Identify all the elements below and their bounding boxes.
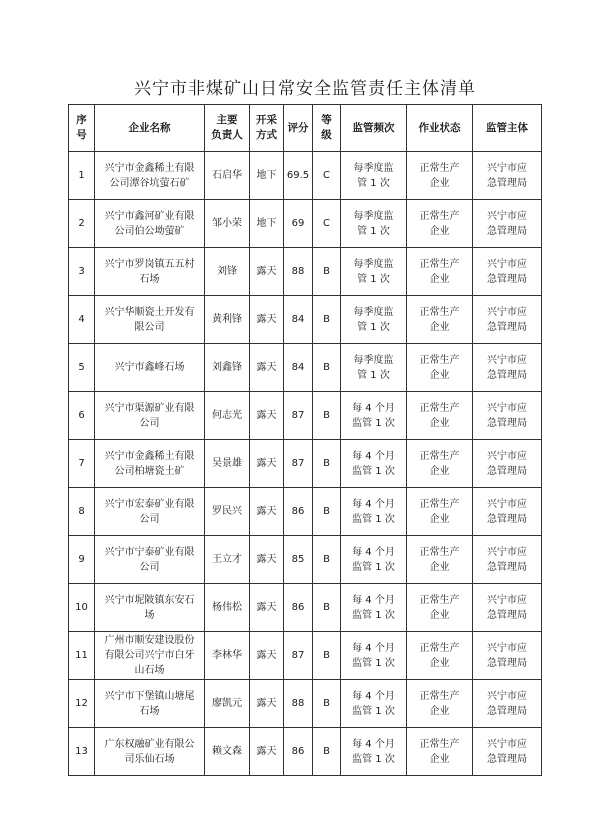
header-label: 等 [321,114,332,126]
table-row [69,728,542,776]
cell-line: 公司柏塘瓷土矿 [114,465,185,477]
cell-line: 每 4 个月 [352,738,395,750]
cell-grade: B [313,440,341,488]
cell-line: 正常生产 [419,594,460,606]
cell-line: 企业 [429,705,450,717]
cell-mining: 露天 [250,584,284,632]
cell-line: 石场 [139,705,160,717]
cell-freq [341,680,407,728]
cell-line: 正常生产 [419,210,460,222]
cell-line: 每季度监 [353,306,394,318]
cell-line: 每季度监 [353,354,394,366]
cell-authority [473,680,542,728]
cell-line: 山石场 [134,665,165,676]
cell-line: 兴宁市应 [487,210,527,222]
cell-no: 8 [69,488,95,536]
cell-line: 每季度监 [353,258,394,270]
cell-line: 监管 1 次 [352,753,395,765]
cell-line: 公司 [139,417,160,429]
cell-line: 限公司 [134,321,165,333]
cell-line: 兴宁市应 [487,354,527,366]
cell-line: 兴宁市应 [487,402,527,414]
cell-grade: B [313,632,341,680]
cell-mining: 露天 [250,728,284,776]
cell-line: 急管理局 [487,417,527,429]
cell-line: 兴宁市罗岗镇五五村 [104,258,195,270]
cell-line: 正常生产 [419,354,460,366]
table-row [69,632,542,680]
cell-grade: C [313,152,341,200]
cell-grade: B [313,488,341,536]
cell-line: 监管 1 次 [352,513,395,525]
cell-freq [341,488,407,536]
cell-authority [473,296,542,344]
cell-line: 兴宁市应 [487,306,527,318]
cell-freq [341,200,407,248]
cell-authority [473,248,542,296]
cell-score: 69 [284,200,313,248]
cell-freq [341,584,407,632]
header-company [95,105,205,152]
cell-line: 企业 [429,177,450,189]
cell-person: 石启华 [205,152,250,200]
header-label: 监管主体 [486,121,528,134]
cell-line: 急管理局 [487,705,527,717]
cell-line: 兴宁市应 [487,546,527,558]
cell-line: 兴宁市应 [487,642,527,654]
cell-person: 吴景雄 [205,440,250,488]
cell-freq [341,728,407,776]
header-authority [473,105,542,152]
cell-score: 69.5 [284,152,313,200]
cell-line: 管 1 次 [357,225,390,237]
cell-company [95,200,205,248]
cell-authority [473,584,542,632]
cell-line: 司乐仙石场 [124,753,175,765]
cell-no: 13 [69,728,95,776]
cell-line: 企业 [429,513,450,525]
cell-score: 86 [284,728,313,776]
header-label: 评分 [287,121,309,134]
cell-mining: 露天 [250,248,284,296]
cell-line: 急管理局 [487,273,527,285]
cell-no: 3 [69,248,95,296]
cell-line: 管 1 次 [357,273,390,285]
cell-line: 兴宁市应 [487,258,527,270]
cell-line: 广州市顺安建设股份 [104,635,195,646]
cell-grade: B [313,728,341,776]
cell-company [95,392,205,440]
cell-person: 杨伟松 [205,584,250,632]
table-row [69,344,542,392]
cell-line: 监管 1 次 [352,417,395,429]
cell-line: 监管 1 次 [352,609,395,621]
cell-line: 企业 [429,657,450,669]
cell-line: 兴宁市应 [487,450,527,462]
cell-line: 每 4 个月 [352,498,395,510]
cell-line: 公司 [139,561,160,573]
cell-line: 兴宁市鑫河矿业有限 [104,210,195,222]
cell-line: 企业 [429,753,450,765]
cell-line: 兴宁市渠源矿业有限 [104,402,195,414]
cell-status [407,248,473,296]
cell-no: 10 [69,584,95,632]
cell-line: 企业 [429,321,450,333]
cell-freq [341,440,407,488]
cell-line: 急管理局 [487,465,527,477]
cell-grade: B [313,296,341,344]
cell-line: 公司潭谷坑萤石矿 [109,177,190,189]
cell-grade: B [313,536,341,584]
cell-authority [473,392,542,440]
cell-line: 兴宁市下堡镇山塘尾 [104,690,195,702]
table-row [69,296,542,344]
cell-no: 5 [69,344,95,392]
cell-line: 企业 [429,273,450,285]
cell-line: 广东权融矿业有限公 [104,738,195,750]
cell-mining: 露天 [250,680,284,728]
cell-freq [341,632,407,680]
cell-line: 正常生产 [419,738,460,750]
cell-score: 87 [284,392,313,440]
header-no [69,105,95,152]
cell-line: 正常生产 [419,162,460,174]
cell-line: 监管 1 次 [352,561,395,573]
cell-status [407,728,473,776]
cell-company [95,248,205,296]
cell-company [95,728,205,776]
cell-status [407,440,473,488]
cell-authority [473,728,542,776]
cell-authority [473,344,542,392]
cell-company [95,488,205,536]
cell-line: 管 1 次 [357,321,390,333]
header-person [205,105,250,152]
cell-company [95,152,205,200]
cell-line: 急管理局 [487,177,527,189]
cell-freq [341,248,407,296]
cell-line: 有限公司兴宁市白牙 [104,650,195,661]
cell-person: 刘锋 [205,248,250,296]
cell-line: 管 1 次 [357,369,390,381]
cell-line: 场 [144,609,155,621]
cell-status [407,584,473,632]
cell-line: 急管理局 [487,657,527,669]
cell-line: 兴宁市应 [487,498,527,510]
cell-line: 兴宁市应 [487,594,527,606]
cell-freq [341,536,407,584]
table-row [69,392,542,440]
cell-status [407,488,473,536]
cell-mining: 地下 [250,152,284,200]
cell-line: 正常生产 [419,402,460,414]
cell-person: 李林华 [205,632,250,680]
cell-score: 88 [284,248,313,296]
cell-grade: B [313,584,341,632]
cell-line: 正常生产 [419,642,460,654]
cell-person: 邹小荣 [205,200,250,248]
header-label: 企业名称 [128,121,171,134]
cell-authority [473,200,542,248]
header-status [407,105,473,152]
cell-no: 6 [69,392,95,440]
cell-line: 兴宁市宏泰矿业有限 [104,498,195,510]
cell-line: 监管 1 次 [352,705,395,717]
cell-mining: 露天 [250,632,284,680]
cell-authority [473,488,542,536]
cell-no: 7 [69,440,95,488]
cell-person: 黄利锋 [205,296,250,344]
cell-no: 11 [69,632,95,680]
header-label: 方式 [256,129,277,141]
header-label: 开采 [256,114,277,126]
cell-mining: 露天 [250,536,284,584]
cell-status [407,200,473,248]
cell-freq [341,296,407,344]
table-row [69,200,542,248]
cell-company [95,536,205,584]
cell-freq [341,344,407,392]
cell-line: 急管理局 [487,609,527,621]
cell-line: 管 1 次 [357,177,390,189]
table-row [69,584,542,632]
cell-line: 监管 1 次 [352,657,395,669]
cell-freq [341,392,407,440]
cell-line: 企业 [429,417,450,429]
cell-company [95,584,205,632]
cell-status [407,392,473,440]
header-label: 级 [321,129,332,141]
header-score [284,105,313,152]
cell-status [407,152,473,200]
cell-mining: 露天 [250,392,284,440]
cell-mining: 露天 [250,296,284,344]
cell-line: 急管理局 [487,513,527,525]
cell-line: 企业 [429,369,450,381]
cell-status [407,296,473,344]
cell-status [407,344,473,392]
cell-mining: 露天 [250,440,284,488]
cell-grade: B [313,680,341,728]
cell-score: 87 [284,632,313,680]
cell-line: 正常生产 [419,306,460,318]
cell-line: 每 4 个月 [352,546,395,558]
cell-line: 兴宁华顺瓷土开发有 [104,306,195,318]
cell-no: 4 [69,296,95,344]
cell-line: 监管 1 次 [352,465,395,477]
table-row [69,680,542,728]
cell-line: 兴宁市鑫峰石场 [114,362,185,373]
cell-line: 兴宁市宁泰矿业有限 [104,546,195,558]
header-label: 监管频次 [352,121,395,134]
cell-line: 企业 [429,465,450,477]
cell-line: 每 4 个月 [352,450,395,462]
cell-line: 急管理局 [487,225,527,237]
cell-person: 王立才 [205,536,250,584]
table-row [69,248,542,296]
cell-company [95,680,205,728]
cell-line: 兴宁市金鑫稀土有限 [104,162,195,174]
cell-score: 87 [284,440,313,488]
cell-line: 急管理局 [487,561,527,573]
table-row [69,440,542,488]
cell-line: 正常生产 [419,498,460,510]
cell-line: 企业 [429,561,450,573]
cell-grade: B [313,392,341,440]
table-header-row [69,105,542,152]
cell-line: 石场 [139,273,160,285]
cell-company [95,344,205,392]
cell-line: 急管理局 [487,753,527,765]
cell-line: 每 4 个月 [352,690,395,702]
cell-person: 罗民兴 [205,488,250,536]
header-label: 负责人 [211,129,243,141]
cell-line: 急管理局 [487,321,527,333]
cell-status [407,680,473,728]
cell-line: 兴宁市应 [487,738,527,750]
cell-score: 84 [284,296,313,344]
cell-grade: C [313,200,341,248]
cell-mining: 地下 [250,200,284,248]
cell-line: 正常生产 [419,258,460,270]
cell-line: 企业 [429,609,450,621]
page-title: 兴宁市非煤矿山日常安全监管责任主体清单 [134,79,476,99]
cell-person: 刘鑫锋 [205,344,250,392]
cell-line: 每 4 个月 [352,642,395,654]
cell-line: 正常生产 [419,450,460,462]
cell-company [95,440,205,488]
cell-mining: 露天 [250,344,284,392]
cell-no: 1 [69,152,95,200]
cell-score: 85 [284,536,313,584]
cell-company [95,296,205,344]
cell-grade: B [313,248,341,296]
cell-authority [473,632,542,680]
cell-line: 每季度监 [353,210,394,222]
cell-line: 兴宁市应 [487,162,527,174]
responsibility-table [68,104,542,776]
cell-no: 2 [69,200,95,248]
cell-line: 正常生产 [419,546,460,558]
cell-no: 9 [69,536,95,584]
cell-status [407,632,473,680]
cell-person: 赖文森 [205,728,250,776]
table-row [69,488,542,536]
cell-score: 88 [284,680,313,728]
header-label: 主要 [216,114,238,126]
cell-line: 兴宁市应 [487,690,527,702]
cell-authority [473,536,542,584]
header-label: 作业状态 [418,121,461,134]
cell-authority [473,440,542,488]
cell-line: 每季度监 [353,162,394,174]
cell-person: 何志光 [205,392,250,440]
cell-line: 公司伯公坳萤矿 [114,225,185,237]
cell-line: 急管理局 [487,369,527,381]
header-grade [313,105,341,152]
cell-authority [473,152,542,200]
header-freq [341,105,407,152]
cell-score: 84 [284,344,313,392]
cell-no: 12 [69,680,95,728]
header-label: 序 [76,114,87,126]
cell-person: 廖凯元 [205,680,250,728]
cell-line: 每 4 个月 [352,594,395,606]
cell-line: 每 4 个月 [352,402,395,414]
cell-line: 公司 [139,513,160,525]
cell-mining: 露天 [250,488,284,536]
header-label: 号 [76,129,87,141]
cell-line: 正常生产 [419,690,460,702]
cell-grade: B [313,344,341,392]
cell-status [407,536,473,584]
cell-score: 86 [284,584,313,632]
table-body [69,152,542,776]
cell-company [95,632,205,680]
cell-line: 企业 [429,225,450,237]
table-row [69,152,542,200]
cell-score: 86 [284,488,313,536]
table-row [69,536,542,584]
cell-line: 兴宁市金鑫稀土有限 [104,450,195,462]
cell-line: 兴宁市坭陂镇东安石 [104,594,195,606]
header-mining [250,105,284,152]
cell-freq [341,152,407,200]
